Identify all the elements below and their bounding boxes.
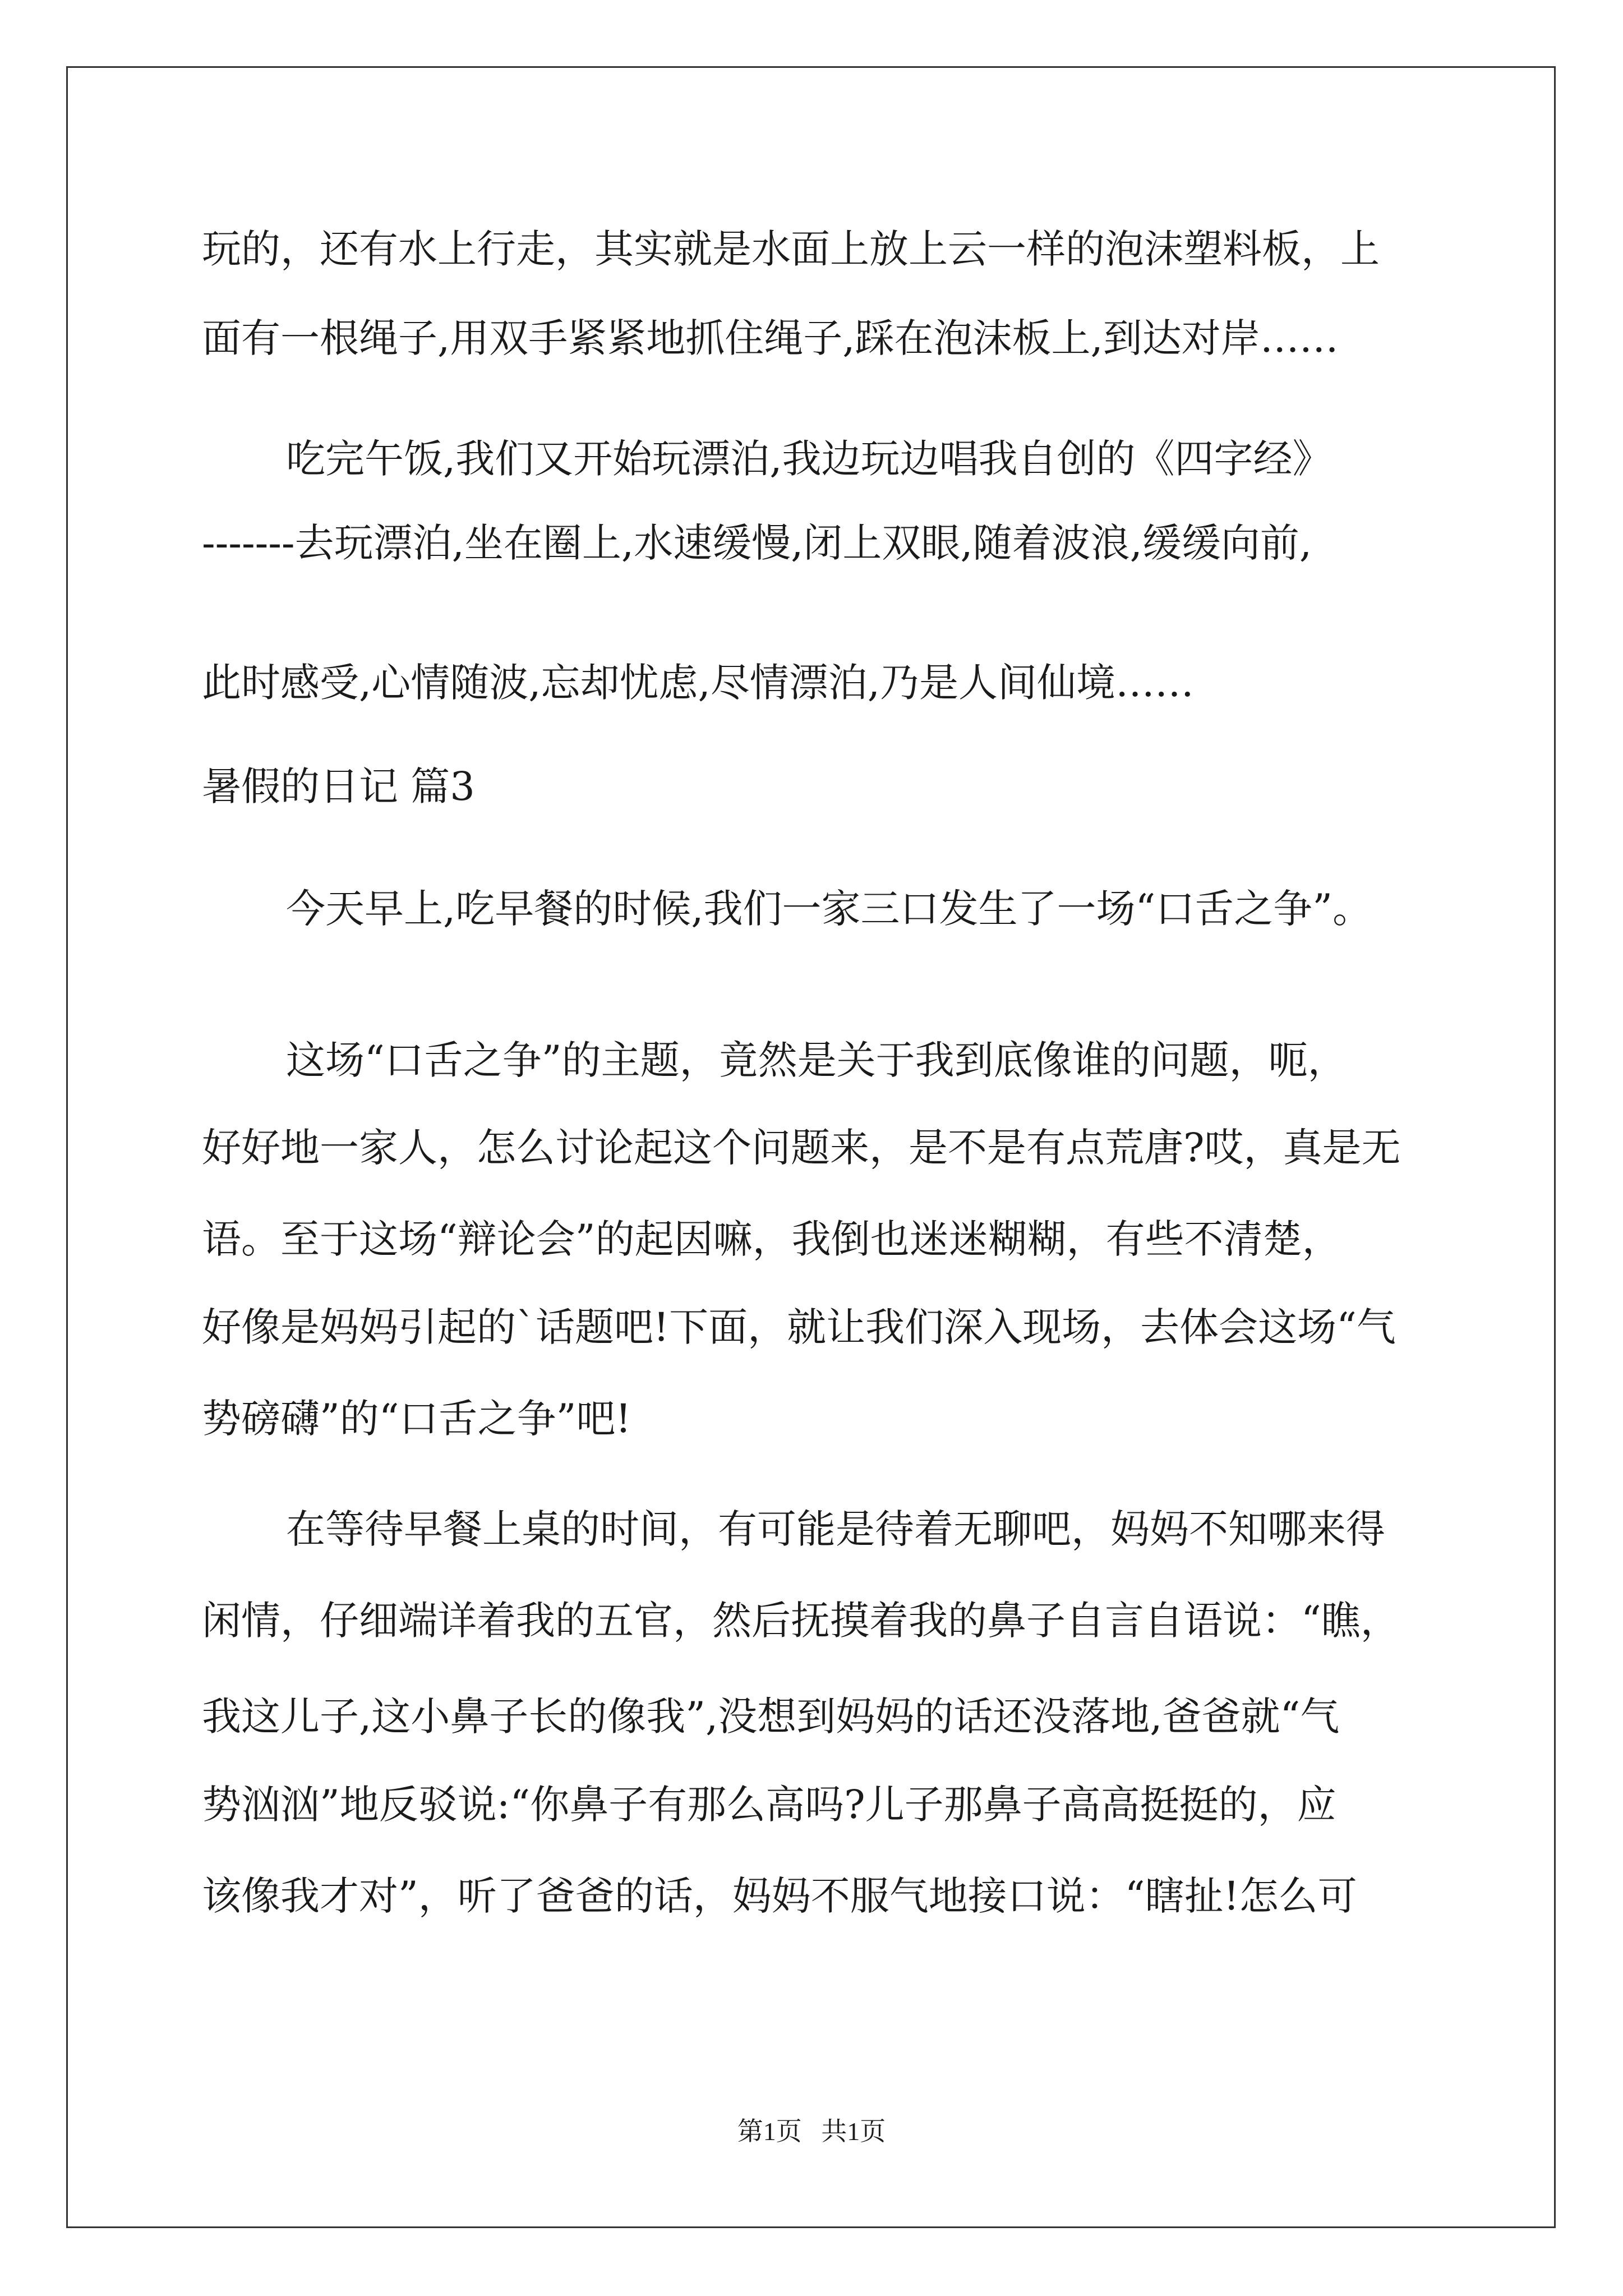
paragraph-line: 面有一根绳子,用双手紧紧地抓住绳子,踩在泡沫板上,到达对岸…… xyxy=(202,315,1339,361)
paragraph-line: -------去玩漂泊,坐在圈上,水速缓慢,闭上双眼,随着波浪,缓缓向前, xyxy=(202,520,1312,566)
paragraph-line: 玩的，还有水上行走，其实就是水面上放上云一样的泡沫塑料板，上 xyxy=(202,226,1380,272)
paragraph-line: 好好地一家人，怎么讨论起这个问题来，是不是有点荒唐?哎，真是无 xyxy=(202,1125,1401,1171)
paragraph-line: 语。至于这场“辩论会”的起因嘛，我倒也迷迷糊糊，有些不清楚， xyxy=(202,1216,1341,1262)
paragraph-line: 势磅礴”的“口舌之争”吧! xyxy=(202,1396,631,1442)
paragraph-line: 此时感受,心情随波,忘却忧虑,尽情漂泊,乃是人间仙境…… xyxy=(202,660,1195,706)
paragraph-line: 闲情，仔细端详着我的五官，然后抚摸着我的鼻子自言自语说：“瞧， xyxy=(202,1598,1400,1644)
paragraph-line: 今天早上,吃早餐的时候,我们一家三口发生了一场“口舌之争”。 xyxy=(286,886,1372,932)
section-heading: 暑假的日记 篇3 xyxy=(202,763,475,809)
paragraph-line: 势汹汹”地反驳说:“你鼻子有那么高吗?儿子那鼻子高高挺挺的，应 xyxy=(202,1782,1336,1828)
page-footer: 第1页 共1页 xyxy=(737,2117,886,2146)
paragraph-line: 该像我才对”，听了爸爸的话，妈妈不服气地接口说：“瞎扯!怎么可 xyxy=(202,1873,1357,1919)
paragraph-line: 在等待早餐上桌的时间，有可能是待着无聊吧，妈妈不知哪来得 xyxy=(286,1506,1385,1552)
paragraph-line: 吃完午饭,我们又开始玩漂泊,我边玩边唱我自创的《四字经》 xyxy=(286,436,1332,482)
paragraph-line: 我这儿子,这小鼻子长的像我”,没想到妈妈的话还没落地,爸爸就“气 xyxy=(202,1694,1340,1740)
paragraph-line: 这场“口舌之争”的主题，竟然是关于我到底像谁的问题，呃， xyxy=(286,1037,1347,1083)
paragraph-line: 好像是妈妈引起的`话题吧!下面，就让我们深入现场，去体会这场“气 xyxy=(202,1304,1396,1350)
